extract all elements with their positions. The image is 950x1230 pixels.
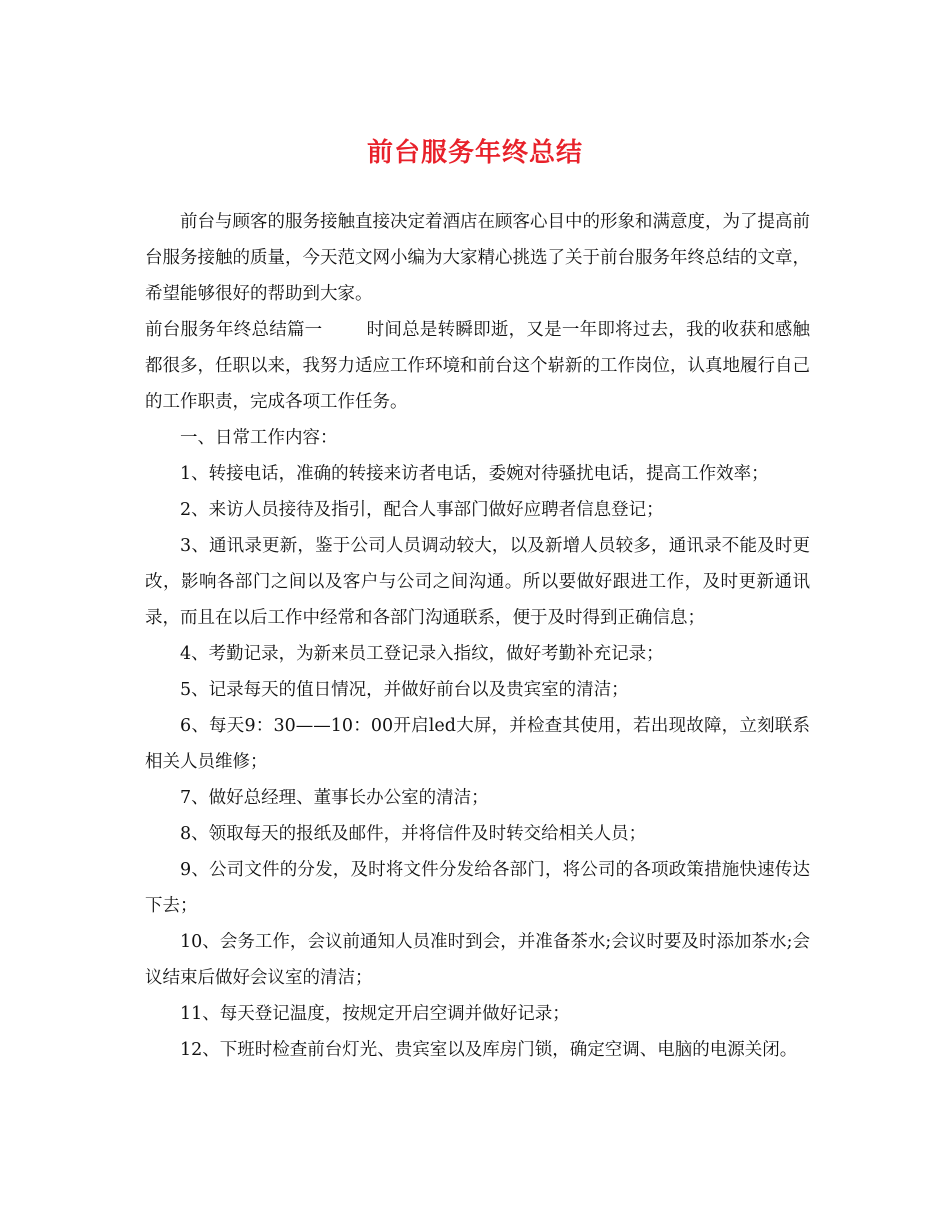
- subheading: 一、日常工作内容：: [180, 428, 338, 448]
- document-body: [145, 204, 810, 1068]
- list-item: 6、每天9：30——10：00开启led大屏，并检查其使用，若出现故障，立刻联系相关人员维修；: [145, 716, 810, 772]
- list-item: 3、通讯录更新，鉴于公司人员调动较大，以及新增人员较多，通讯录不能及时更改，影响各部门之间以及客户与公司之间沟通。所以要做好跟进工作，及时更新通讯录，而且在以后工作中经常和各部门沟通联系，便于及时得到正确信息；: [145, 536, 810, 628]
- intro-paragraph: 前台与顾客的服务接触直接决定着酒店在顾客心目中的形象和满意度，为了提高前台服务接触的质量，今天范文网小编为大家精心挑选了关于前台服务年终总结的文章，希望能够很好的帮助到大家。: [145, 212, 810, 304]
- list-item: 2、来访人员接待及指引，配合人事部门做好应聘者信息登记；: [180, 500, 664, 520]
- document-title: 前台服务年终总结: [366, 138, 583, 168]
- list-item: 4、考勤记录，为新来员工登记录入指纹，做好考勤补充记录；: [180, 644, 664, 664]
- list-item: 10、会务工作，会议前通知人员准时到会，并准备茶水;会议时要及时添加茶水;会议结束后做好会议室的清洁；: [145, 932, 810, 988]
- section-label: 前台服务年终总结篇一: [145, 320, 323, 340]
- list-item: 9、公司文件的分发，及时将文件分发给各部门，将公司的各项政策措施快速传达下去；: [145, 860, 810, 916]
- list-item: 1、转接电话，准确的转接来访者电话，委婉对待骚扰电话，提高工作效率；: [180, 464, 769, 484]
- list-item: 11、每天登记温度，按规定开启空调并做好记录；: [180, 1004, 570, 1024]
- section-text: 时间总是转瞬即逝，又是一年即将过去，我的收获和感触都很多，任职以来，我努力适应工作环境和前台这个崭新的工作岗位，认真地履行自己的工作职责，完成各项工作任务。: [145, 320, 811, 412]
- list-item: 12、下班时检查前台灯光、贵宾室以及库房门锁，确定空调、电脑的电源关闭。: [180, 1040, 798, 1060]
- list-item: 5、记录每天的值日情况，并做好前台以及贵宾室的清洁；: [180, 680, 629, 700]
- section-paragraph: [145, 312, 810, 420]
- list-item: 8、领取每天的报纸及邮件，并将信件及时转交给相关人员；: [180, 824, 647, 844]
- list-item: 7、做好总经理、董事长办公室的清洁；: [180, 788, 489, 808]
